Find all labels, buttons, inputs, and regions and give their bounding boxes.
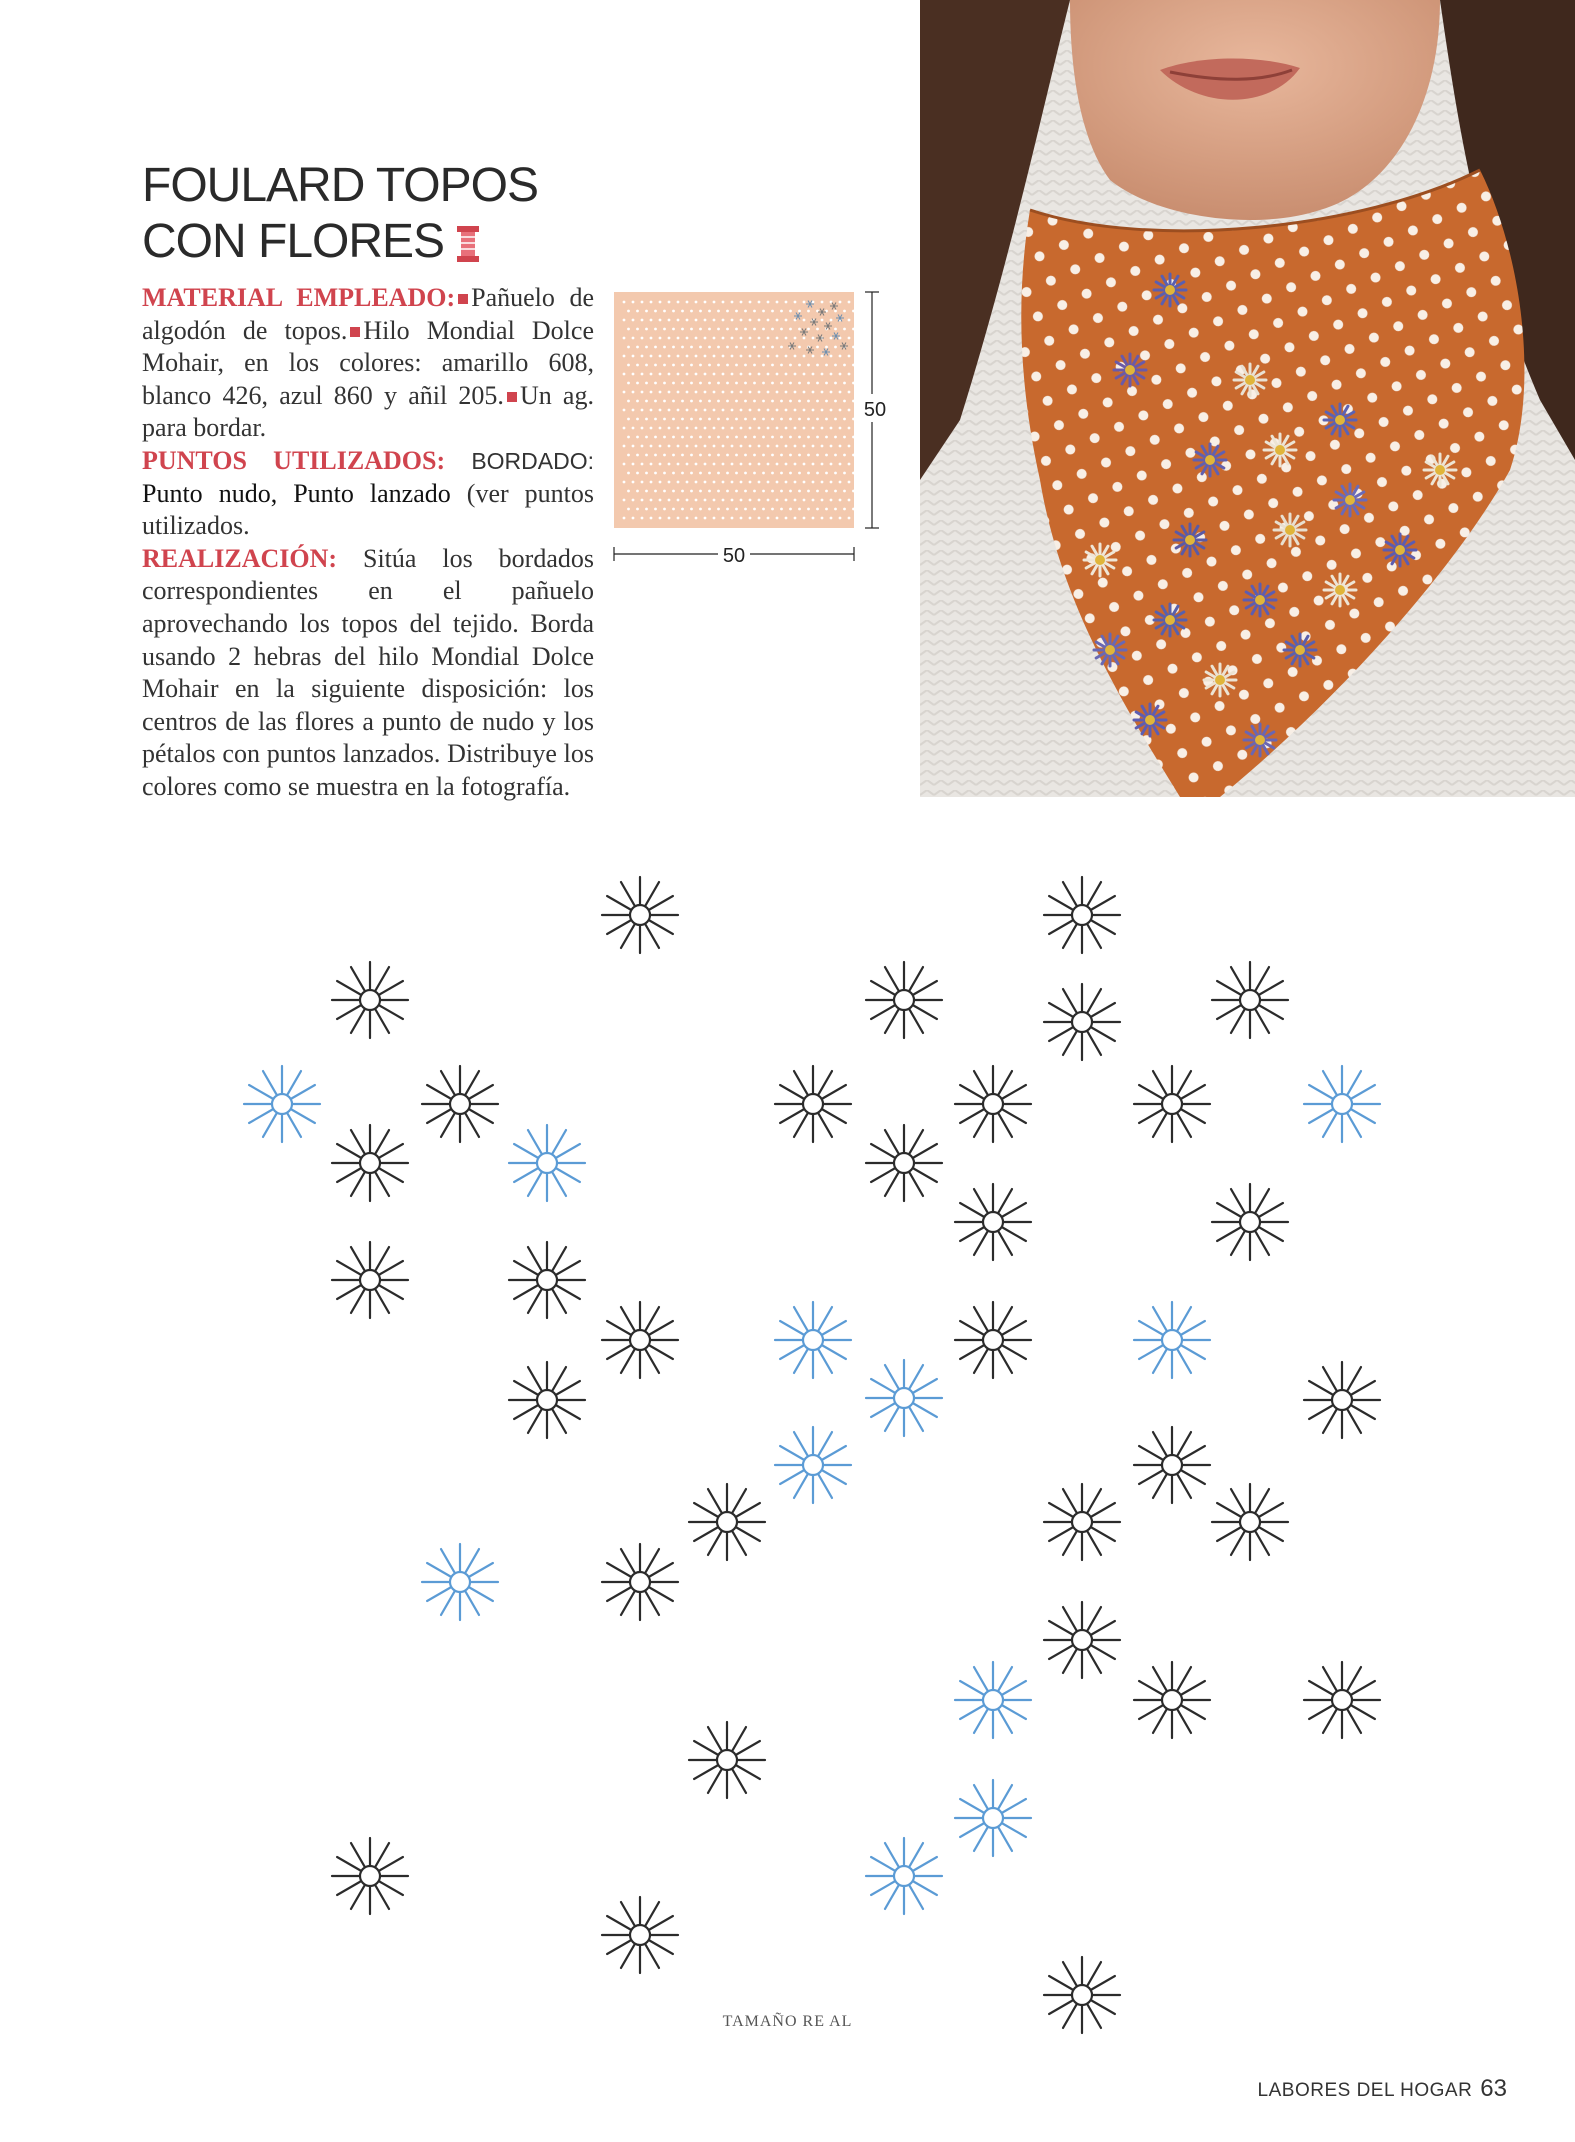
material-paragraph xyxy=(142,282,594,445)
height-label: 50 xyxy=(863,399,887,421)
dark-flower-motif xyxy=(1134,1066,1210,1142)
scarf-dimension-diagram xyxy=(610,286,898,568)
dark-flower-motif xyxy=(775,1066,851,1142)
dark-flower-motif xyxy=(602,1302,678,1378)
article-title xyxy=(142,158,538,270)
dark-flower-motif xyxy=(1304,1362,1380,1438)
dark-flower-motif xyxy=(332,1125,408,1201)
dark-flower-motif xyxy=(1134,1427,1210,1503)
dark-flower-motif xyxy=(1212,962,1288,1038)
bullet-square-icon xyxy=(350,327,360,337)
dark-flower-motif xyxy=(955,1066,1031,1142)
blue-flower-motif xyxy=(1134,1302,1210,1378)
title-line-1: FOULARD TOPOS xyxy=(142,159,538,212)
magazine-name: LABORES DEL HOGAR xyxy=(1257,2080,1473,2101)
embroidery-pattern xyxy=(0,860,1575,2050)
dark-flower-motif xyxy=(1212,1484,1288,1560)
thread-spool-icon xyxy=(456,225,480,263)
blue-flower-motif xyxy=(955,1780,1031,1856)
bullet-square-icon xyxy=(458,294,468,304)
dark-flower-motif xyxy=(689,1484,765,1560)
puntos-label: PUNTOS UTILIZADOS: xyxy=(142,445,446,475)
puntos-suffix: (ver puntos utilizados. xyxy=(142,478,594,541)
material-label: MATERIAL EMPLEADO: xyxy=(142,283,456,312)
dark-flower-motif xyxy=(509,1242,585,1318)
material-text-2: Hilo Mondial Dolce Mohair, en los colores: amarillo 608, blanco 426, azul 860 y añil 205. xyxy=(142,315,594,410)
realizacion-paragraph xyxy=(142,543,594,804)
dark-flower-motif xyxy=(1044,877,1120,953)
material-text-3: Un ag. para bordar. xyxy=(142,380,594,443)
puntos-paragraph xyxy=(142,445,594,543)
dark-flower-motif xyxy=(602,877,678,953)
realizacion-label: REALIZACIÓN: xyxy=(142,543,338,573)
dark-flower-motif xyxy=(1134,1662,1210,1738)
blue-flower-motif xyxy=(866,1360,942,1436)
dark-flower-motif xyxy=(1304,1662,1380,1738)
dark-flower-motif xyxy=(866,1125,942,1201)
dark-flower-motif xyxy=(955,1302,1031,1378)
bullet-square-icon xyxy=(507,392,517,402)
blue-flower-motif xyxy=(775,1427,851,1503)
dark-flower-motif xyxy=(602,1897,678,1973)
dark-flower-motif xyxy=(332,1242,408,1318)
page-number: 63 xyxy=(1480,2075,1507,2102)
dark-flower-motif xyxy=(955,1184,1031,1260)
dark-flower-motif xyxy=(1212,1184,1288,1260)
blue-flower-motif xyxy=(244,1066,320,1142)
dark-flower-motif xyxy=(602,1544,678,1620)
dark-flower-motif xyxy=(422,1066,498,1142)
scarf-photo xyxy=(920,0,1575,797)
blue-flower-motif xyxy=(509,1125,585,1201)
blue-flower-motif xyxy=(866,1838,942,1914)
dark-flower-motif xyxy=(866,962,942,1038)
realizacion-text: Sitúa los bordados correspondientes en el pañuelo aprovechando los topos del tejido. Borda usando 2 hebras del hilo Mondial Dolce Mohair en la siguiente disposición: los centros de las flores a punto de nudo y los pétalos con puntos lanzados. Distribuye los colores como se muestra en la fotografía. xyxy=(142,543,594,801)
puntos-prefix: BORDADO: xyxy=(471,447,594,474)
blue-flower-motif xyxy=(1304,1066,1380,1142)
blue-flower-motif xyxy=(422,1544,498,1620)
width-label: 50 xyxy=(722,545,746,567)
title-line-2: CON FLORES xyxy=(142,215,445,268)
pattern-caption: TAMAÑO RE AL xyxy=(722,2013,853,2030)
puntos-bold: Punto nudo, Punto lanzado xyxy=(142,478,451,508)
instructions-text xyxy=(142,282,594,804)
blue-flower-motif xyxy=(775,1302,851,1378)
dark-flower-motif xyxy=(1044,1602,1120,1678)
material-text-1: Pañuelo de algodón de topos. xyxy=(142,283,594,345)
page-footer xyxy=(1258,2075,1507,2103)
dark-flower-motif xyxy=(332,1838,408,1914)
dark-flower-motif xyxy=(332,962,408,1038)
blue-flower-motif xyxy=(955,1662,1031,1738)
dark-flower-motif xyxy=(1044,984,1120,1060)
dark-flower-motif xyxy=(509,1362,585,1438)
dark-flower-motif xyxy=(1044,1484,1120,1560)
dark-flower-motif xyxy=(689,1722,765,1798)
